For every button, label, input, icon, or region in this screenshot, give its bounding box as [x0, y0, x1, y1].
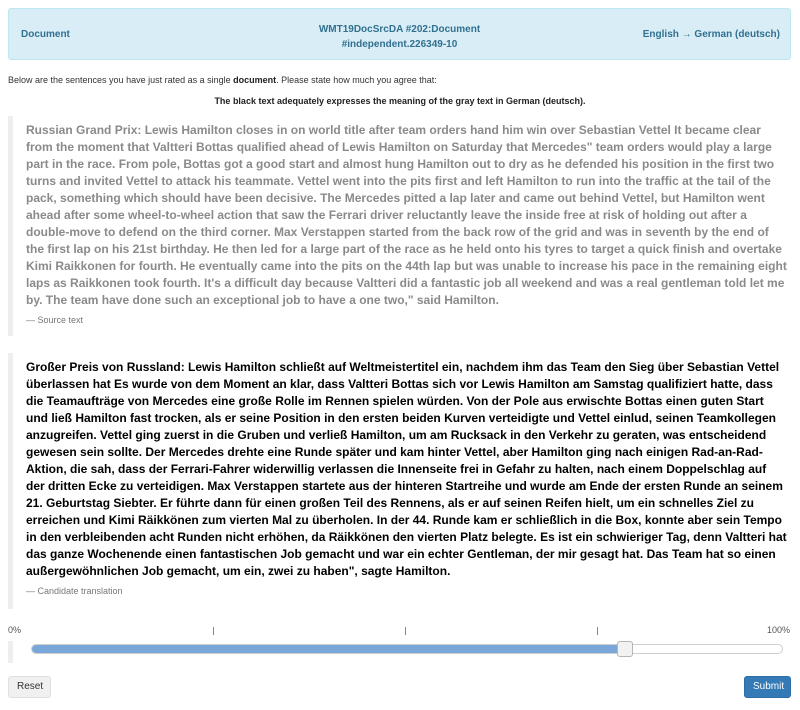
header-banner — [8, 8, 791, 60]
reset-button[interactable]: Reset — [8, 676, 51, 698]
scale-min-label: 0% — [8, 625, 22, 635]
instructions-emphasis: document — [233, 75, 277, 85]
header-language-pair: English → German (deutsch) — [642, 29, 780, 40]
instructions-prefix: Below are the sentences you have just rated as a single — [8, 75, 234, 85]
rating-slider-handle[interactable] — [617, 641, 633, 657]
scale-tick-75 — [597, 627, 598, 635]
scale-tick-25 — [213, 627, 214, 635]
submit-button[interactable]: Submit — [744, 676, 791, 698]
header-document-id-line1: WMT19DocSrcDA #202:Document — [318, 24, 481, 35]
header-document-id-line2: #independent.226349-10 — [341, 39, 458, 50]
rating-slider-container — [8, 641, 791, 663]
source-text: Russian Grand Prix: Lewis Hamilton closes in on world title after team orders hand him win over Sebastian Vettel It became clear from the moment that Valtteri Bottas qualified ahead of Lewis Hamilton on Saturday that Mercedes" team orders would play a large part in the race. From pole, Bottas got a good start and almost hung Hamilton out to dry as he defended his position in the first two turns and invited Vettel to attack his teammate. Vettel went into the pits first and left Hamilton to run into the traffic at the tail of the pack, something which should have been decisive. The Mercedes pitted a lap later and came out behind Vettel, but Hamilton went ahead after some wheel-to-wheel action that saw the Ferrari driver reluctantly leave the inside free at risk of holding out after a double-move to defend on the third corner. Max Verstappen started from the back row of the grid and was in seventh by the end of the first lap on his 21st birthday. He then led for a large part of the race as he held onto his tyres to target a quick finish and overtake Kimi Raikkonen for fourth. He eventually came into the pits on the 44th lap but was unable to increase his pace in the remaining eight laps as Raikkonen took fourth. It's a difficult day because Valtteri did a fantastic job all weekend and was a real gentleman told let me by. The team have done such an exceptional job to have a one two," said Hamilton. — [26, 123, 787, 307]
candidate-text: Großer Preis von Russland: Lewis Hamilton schließt auf Weltmeistertitel ein, nachdem ihm das Team den Sieg über Sebastian Vettel überlassen hat Es wurde von dem Moment an klar, dass Valtteri Bottas sich vor Lewis Hamilton am Samstag qualifiziert hatte, dass die Teamaufträge von Mercedes eine große Rolle im Rennen spielen würden. Von der Pole aus erwischte Bottas einen guten Start und ließ Hamilton fast trocken, als er seine Position in den ersten beiden Kurven verteidigte und Vettel einlud, seinen Teamkollegen anzugreifen. Vettel ging zuerst in die Gruben und verließ Hamilton, um am Rucksack in den Verkehr zu geraten, was entscheidend gewesen sein sollte. Der Mercedes drehte eine Runde später und kam hinter Vettel, aber Hamilton ging nach einigen Rad-an-Rad-Aktion, die sah, dass der Ferrari-Fahrer widerwillig verlassen die Innenseite frei in Gefahr zu halten, nach einem Doppelschlag auf der dritten Ecke zu verteidigen. Max Verstappen startete aus der hinteren Startreihe und wurde am Ende der ersten Runde an seinem 21. Geburtstag Siebter. Er führte dann für einen großen Teil des Rennens, als er auf seinen Reifen hielt, um ein schnelles Ziel zu erreichen und Kimi Räikkönen zum vierten Mal zu überholen. In der 44. Runde kam er schließlich in die Box, konnte aber sein Tempo in den verbleibenden acht Runden nicht erhöhen, da Räikkönen den vierten Platz belegte. Es ist ein schwieriger Tag, denn Valtteri hat das ganze Wochenende einen fantastischen Job gemacht und war ein echter Gentleman, der mir gesagt hat. Das Team hat so einen außergewöhnlichen Job gemacht, um ein, zwei zu haben", sagte Hamilton. — [26, 360, 787, 578]
instructions-suffix: . Please state how much you agree that: — [276, 75, 437, 85]
instructions — [8, 75, 437, 85]
scale-max-label: 100% — [767, 625, 791, 635]
candidate-translation-block — [8, 353, 791, 609]
scale-tick-50 — [405, 627, 406, 635]
source-caption: — Source text — [26, 315, 84, 325]
header-document-label: Document — [21, 29, 70, 40]
question-prompt: The black text adequately expresses the meaning of the gray text in German (deutsch). — [214, 96, 586, 106]
candidate-caption: — Candidate translation — [26, 586, 123, 596]
rating-slider[interactable] — [31, 644, 783, 654]
rating-slider-fill — [32, 645, 625, 653]
source-text-block — [8, 116, 791, 336]
